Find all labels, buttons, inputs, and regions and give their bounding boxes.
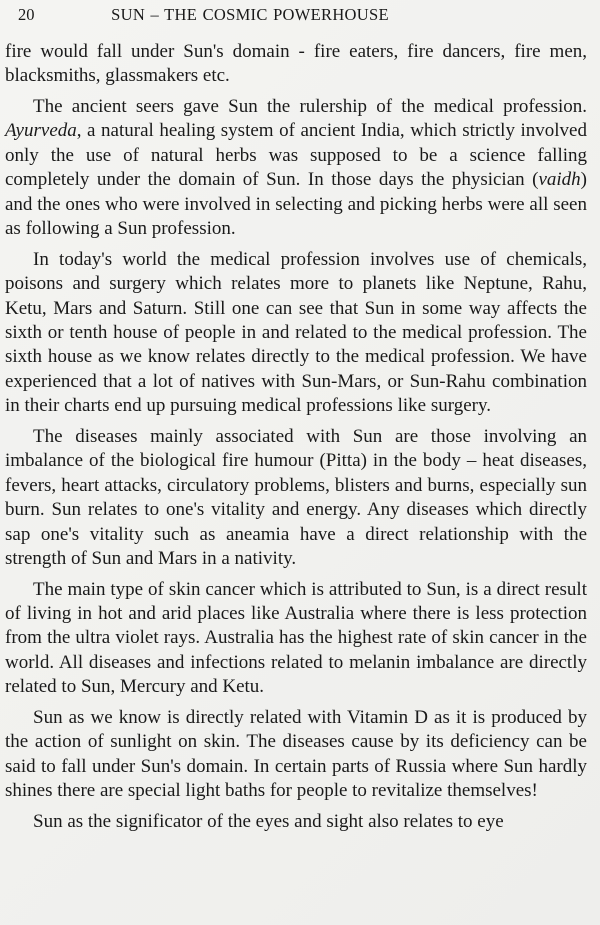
text-segment: ) and the ones who were involved in selecting and picking herbs were all seen as following a Sun profession. xyxy=(5,169,587,240)
paragraph xyxy=(5,248,587,419)
text-segment: The main type of skin cancer which is attributed to Sun, is a direct result of living in hot and arid places like Australia where there is less protection from the ultra violet rays. Australia has the highest rate of skin cancer in the world. All diseases and infections related to melanin imbalance are directly related to Sun, Mercury and Ketu. xyxy=(5,578,587,698)
paragraph xyxy=(5,578,587,700)
italic-text: Ayurveda xyxy=(5,120,77,142)
text-segment: Sun as the significator of the eyes and sight also relates to eye xyxy=(33,810,504,832)
paragraph xyxy=(5,40,587,89)
text-segment: fire would fall under Sun's domain - fire eaters, fire dancers, fire men, blacksmiths, glassmakers etc. xyxy=(5,41,587,87)
text-segment: The diseases mainly associated with Sun are those involving an imbalance of the biological fire humour (Pitta) in the body – heat diseases, fevers, heart attacks, circulatory problems, blisters and burns, especially sun burn. Sun relates to one's vitality and energy. Any diseases which directly sap one's vitality such as aneamia have a direct relationship with the strength of Sun and Mars in a nativity. xyxy=(5,425,587,570)
text-segment: In today's world the medical profession involves use of chemicals, poisons and surgery which relates more to planets like Neptune, Rahu, Ketu, Mars and Saturn. Still one can see that Sun in some way affects the sixth or tenth house of people in and related to the medical profession. The sixth house as we know relates directly to the medical profession. We have experienced that a lot of natives with Sun-Mars, or Sun-Rahu combination in their charts end up pursuing medical professions like surgery. xyxy=(5,248,587,417)
page-number: 20 xyxy=(18,5,35,24)
text-segment: The ancient seers gave Sun the rulership of the medical profession. xyxy=(33,95,587,117)
paragraph xyxy=(5,706,587,804)
paragraph xyxy=(5,425,587,572)
paragraph xyxy=(5,95,587,242)
text-segment: Sun as we know is directly related with Vitamin D as it is produced by the action of sunlight on skin. The diseases cause by its deficiency can be said to fall under Sun's domain. In certain parts of Russia where Sun hardly shines there are special light baths for people to revitalize themselves! xyxy=(5,706,587,802)
page-body xyxy=(0,29,600,834)
page-header xyxy=(0,0,600,29)
paragraph xyxy=(5,810,587,834)
italic-text: vaidh xyxy=(538,169,581,191)
running-title: SUN – THE COSMIC POWERHOUSE xyxy=(111,5,389,24)
text-segment: , a natural healing system of ancient India, which strictly involved only the use of natural herbs was supposed to be a science falling completely under the domain of Sun. In those days the physician ( xyxy=(5,120,587,191)
